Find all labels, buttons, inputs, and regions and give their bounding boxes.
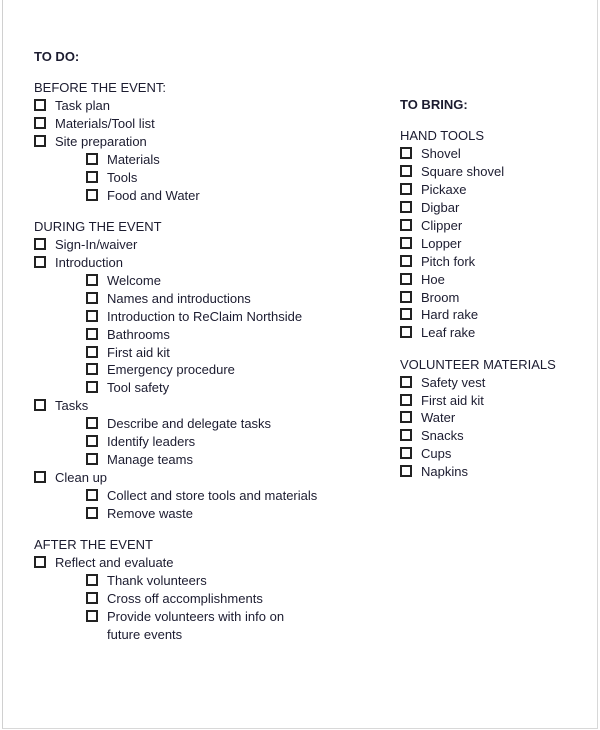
checklist-item: [400, 392, 556, 410]
checkbox-icon[interactable]: [86, 292, 98, 304]
checklist-item-label: Tasks: [55, 398, 89, 414]
checklist-item: [34, 608, 317, 626]
checkbox-icon[interactable]: [400, 376, 412, 388]
checkbox-icon[interactable]: [86, 310, 98, 322]
checkbox-icon[interactable]: [400, 219, 412, 231]
checkbox-icon[interactable]: [400, 255, 412, 267]
section-heading: AFTER THE EVENT: [34, 537, 153, 553]
checkbox-icon[interactable]: [86, 417, 98, 429]
checklist-item: [34, 187, 317, 205]
checklist-item-label: Site preparation: [55, 134, 147, 150]
checklist-item-label: Materials/Tool list: [55, 116, 155, 132]
checkbox-icon[interactable]: [86, 328, 98, 340]
section-heading: BEFORE THE EVENT:: [34, 80, 166, 96]
checklist-item: [400, 306, 556, 324]
checklist-item: [34, 254, 317, 272]
checklist-item: [400, 271, 556, 289]
checklist-item-label: Introduction: [55, 255, 123, 271]
checklist-item: [400, 409, 556, 427]
checkbox-icon[interactable]: [86, 346, 98, 358]
checklist-item: [34, 361, 317, 379]
checklist-item: [34, 326, 317, 344]
checklist-item: [34, 290, 317, 308]
checklist-item-label: Sign-In/waiver: [55, 237, 138, 253]
checklist-item-label: Materials: [107, 152, 160, 168]
checklist-item-label: Bathrooms: [107, 326, 170, 342]
checkbox-icon[interactable]: [34, 117, 46, 129]
checkbox-icon[interactable]: [400, 201, 412, 213]
checklist-item-label: Names and introductions: [107, 290, 251, 306]
checklist-item-label: Safety vest: [421, 374, 486, 390]
checklist-item-label: Digbar: [421, 200, 460, 216]
checkbox-icon[interactable]: [400, 183, 412, 195]
checklist-item-label: Hoe: [421, 271, 445, 287]
checklist-item-label: Cups: [421, 446, 452, 462]
section-heading: HAND TOOLS: [400, 128, 485, 144]
checkbox-icon[interactable]: [86, 153, 98, 165]
checklist-item-label: Hard rake: [421, 307, 479, 323]
checkbox-icon[interactable]: [86, 381, 98, 393]
checklist-item: [34, 151, 317, 169]
checklist-item-label: Snacks: [421, 428, 464, 444]
section-title: TO DO:: [34, 49, 80, 64]
checkbox-icon[interactable]: [400, 237, 412, 249]
checkbox-icon[interactable]: [86, 363, 98, 375]
checklist-item-label: First aid kit: [107, 344, 170, 360]
checkbox-icon[interactable]: [86, 489, 98, 501]
checkbox-icon[interactable]: [400, 273, 412, 285]
checklist-item-label: Tools: [107, 169, 138, 185]
todo-column: [34, 48, 317, 643]
checklist-item: [400, 289, 556, 307]
checklist-item-label: Emergency procedure: [107, 362, 235, 378]
checklist-item-label: Broom: [421, 289, 460, 305]
checkbox-icon[interactable]: [34, 556, 46, 568]
section-heading: DURING THE EVENT: [34, 219, 162, 235]
checklist-item-label: Identify leaders: [107, 434, 196, 449]
checklist-item: [34, 469, 317, 487]
checklist-item-label: Introduction to ReClaim Northside: [107, 308, 303, 324]
checklist-item: [400, 163, 556, 181]
checklist-item: [34, 344, 317, 362]
checklist-item: [400, 235, 556, 253]
checklist-item-label: Pitch fork: [421, 253, 476, 269]
checklist-item: [400, 427, 556, 445]
checklist-item: [34, 572, 317, 590]
checklist-item: [34, 554, 317, 572]
checklist-item: [34, 169, 317, 187]
checkbox-icon[interactable]: [86, 435, 98, 447]
checklist-item-label: Reflect and evaluate: [55, 554, 174, 570]
checklist-item-label: Lopper: [421, 235, 462, 251]
checklist-item: [400, 324, 556, 342]
checklist-item: [34, 451, 317, 469]
checklist-item: [34, 97, 317, 115]
checkbox-icon[interactable]: [86, 507, 98, 519]
checklist-item: [34, 487, 317, 505]
checklist-item-label: Manage teams: [107, 451, 193, 467]
checklist-item-label: Collect and store tools and materials: [107, 487, 318, 503]
section-title: TO BRING:: [400, 97, 468, 112]
checkbox-icon[interactable]: [86, 610, 98, 622]
checkbox-icon[interactable]: [400, 465, 412, 477]
checklist-item: [34, 590, 317, 608]
checklist-item-label: Clipper: [421, 217, 463, 233]
checklist-item-label: Provide volunteers with info on: [107, 608, 285, 624]
checklist-item-label: Food and Water: [107, 187, 200, 203]
checklist-item: [400, 199, 556, 217]
checklist-item-label: Remove waste: [107, 505, 193, 521]
checklist-item-label: Square shovel: [421, 164, 505, 180]
checkbox-icon[interactable]: [400, 411, 412, 423]
checkbox-icon[interactable]: [400, 326, 412, 338]
checkbox-icon[interactable]: [86, 453, 98, 465]
checklist-item: [34, 115, 317, 133]
document-page: [2, 0, 598, 729]
checkbox-icon[interactable]: [86, 574, 98, 586]
checkbox-icon[interactable]: [400, 394, 412, 406]
checkbox-icon[interactable]: [34, 99, 46, 111]
checkbox-icon[interactable]: [86, 171, 98, 183]
checklist-item-label: Cross off accomplishments: [107, 590, 263, 606]
checkbox-icon[interactable]: [34, 135, 46, 147]
checkbox-icon[interactable]: [34, 256, 46, 268]
checklist-item-label: Water: [421, 410, 456, 426]
list-item-continuation: future events: [107, 626, 183, 642]
checklist-item-label: Leaf rake: [421, 325, 476, 341]
checklist-item-label: Thank volunteers: [107, 572, 207, 588]
checkbox-icon[interactable]: [400, 165, 412, 177]
checklist-item: [34, 397, 317, 415]
checklist-item-label: Shovel: [421, 146, 461, 162]
checklist-item-label: Describe and delegate tasks: [107, 416, 272, 432]
checkbox-icon[interactable]: [400, 291, 412, 303]
checkbox-icon[interactable]: [86, 592, 98, 604]
checklist-item: [400, 445, 556, 463]
checklist-item: [34, 236, 317, 254]
checkbox-icon[interactable]: [400, 447, 412, 459]
checklist-item: [400, 374, 556, 392]
checkbox-icon[interactable]: [34, 238, 46, 250]
checklist-item-label: Tool safety: [107, 380, 170, 396]
checklist-item-label: Napkins: [421, 464, 468, 480]
checklist-item-label: Clean up: [55, 469, 108, 485]
checklist-item: [34, 433, 317, 451]
checkbox-icon[interactable]: [400, 308, 412, 320]
checkbox-icon[interactable]: [86, 189, 98, 201]
checkbox-icon[interactable]: [34, 399, 46, 411]
checklist-item-label: Pickaxe: [421, 182, 467, 198]
checklist-item: [400, 253, 556, 271]
checkbox-icon[interactable]: [400, 147, 412, 159]
checklist-item-label: First aid kit: [421, 392, 484, 408]
checklist-item: [400, 217, 556, 235]
checklist-item-label: Welcome: [107, 272, 161, 288]
checkbox-icon[interactable]: [34, 471, 46, 483]
checklist-item: [400, 463, 556, 481]
section-heading: VOLUNTEER MATERIALS: [400, 356, 556, 372]
checklist-item: [34, 415, 317, 433]
checklist-item: [400, 181, 556, 199]
checklist-item: [400, 145, 556, 163]
to-bring-column: [400, 96, 556, 481]
checklist-item: [34, 272, 317, 290]
checkbox-icon[interactable]: [400, 429, 412, 441]
checklist-item: [34, 133, 317, 151]
checklist-item-label: Task plan: [55, 98, 110, 114]
checklist-item: [34, 505, 317, 523]
checkbox-icon[interactable]: [86, 274, 98, 286]
checklist-item: [34, 308, 317, 326]
checklist-item: [34, 379, 317, 397]
